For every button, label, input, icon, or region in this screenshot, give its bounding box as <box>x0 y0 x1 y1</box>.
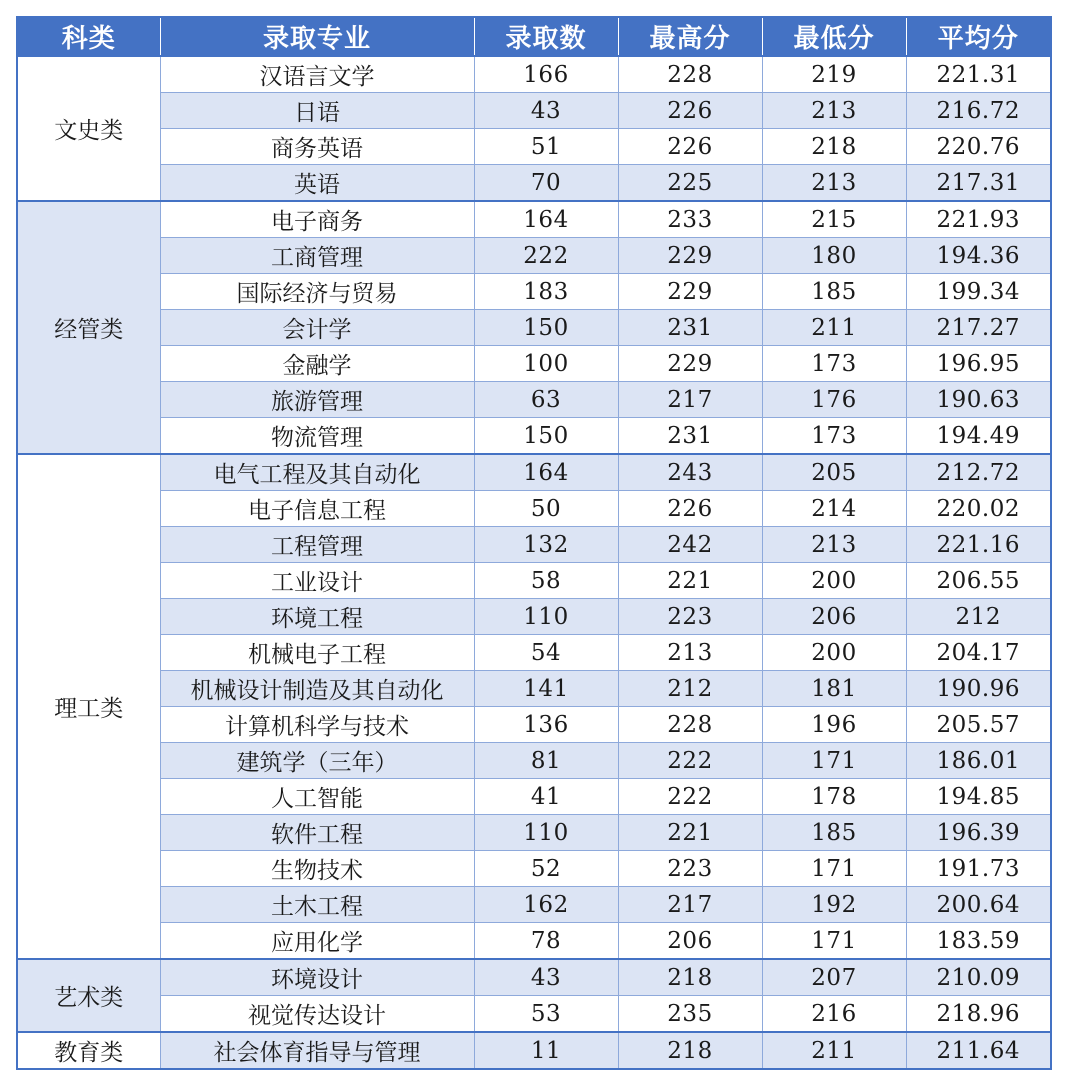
min-score-cell: 200 <box>762 563 906 599</box>
major-cell: 电气工程及其自动化 <box>160 454 474 491</box>
min-score-cell: 215 <box>762 201 906 238</box>
admitted-count-cell: 110 <box>474 815 618 851</box>
major-cell: 生物技术 <box>160 851 474 887</box>
admissions-table <box>16 16 1052 1070</box>
max-score-cell: 221 <box>618 815 762 851</box>
category-cell: 经管类 <box>17 201 160 454</box>
average-score-cell: 217.31 <box>906 165 1051 202</box>
table-row <box>17 56 1051 93</box>
max-score-cell: 228 <box>618 707 762 743</box>
admitted-count-cell: 53 <box>474 996 618 1033</box>
average-score-cell: 206.55 <box>906 563 1051 599</box>
min-score-cell: 196 <box>762 707 906 743</box>
average-score-cell: 186.01 <box>906 743 1051 779</box>
admitted-count-cell: 81 <box>474 743 618 779</box>
max-score-cell: 218 <box>618 959 762 996</box>
major-cell: 应用化学 <box>160 923 474 960</box>
average-score-cell: 221.16 <box>906 527 1051 563</box>
max-score-cell: 206 <box>618 923 762 960</box>
min-score-cell: 181 <box>762 671 906 707</box>
header-average-score: 平均分 <box>906 17 1051 56</box>
header-admitted-count: 录取数 <box>474 17 618 56</box>
admitted-count-cell: 141 <box>474 671 618 707</box>
min-score-cell: 192 <box>762 887 906 923</box>
min-score-cell: 219 <box>762 56 906 93</box>
table-row <box>17 129 1051 165</box>
major-cell: 日语 <box>160 93 474 129</box>
max-score-cell: 212 <box>618 671 762 707</box>
max-score-cell: 229 <box>618 346 762 382</box>
average-score-cell: 204.17 <box>906 635 1051 671</box>
average-score-cell: 205.57 <box>906 707 1051 743</box>
max-score-cell: 226 <box>618 129 762 165</box>
average-score-cell: 194.36 <box>906 238 1051 274</box>
average-score-cell: 221.31 <box>906 56 1051 93</box>
table-row <box>17 274 1051 310</box>
average-score-cell: 196.39 <box>906 815 1051 851</box>
major-cell: 物流管理 <box>160 418 474 455</box>
table-row <box>17 454 1051 491</box>
min-score-cell: 213 <box>762 165 906 202</box>
major-cell: 建筑学（三年） <box>160 743 474 779</box>
table-row <box>17 93 1051 129</box>
major-cell: 机械电子工程 <box>160 635 474 671</box>
admitted-count-cell: 162 <box>474 887 618 923</box>
admitted-count-cell: 41 <box>474 779 618 815</box>
average-score-cell: 220.76 <box>906 129 1051 165</box>
table-row <box>17 851 1051 887</box>
admitted-count-cell: 150 <box>474 418 618 455</box>
max-score-cell: 225 <box>618 165 762 202</box>
average-score-cell: 216.72 <box>906 93 1051 129</box>
admitted-count-cell: 58 <box>474 563 618 599</box>
table-row <box>17 599 1051 635</box>
average-score-cell: 217.27 <box>906 310 1051 346</box>
major-cell: 机械设计制造及其自动化 <box>160 671 474 707</box>
min-score-cell: 180 <box>762 238 906 274</box>
table-header <box>17 17 1051 56</box>
admitted-count-cell: 43 <box>474 93 618 129</box>
admitted-count-cell: 51 <box>474 129 618 165</box>
table-row <box>17 707 1051 743</box>
admitted-count-cell: 11 <box>474 1032 618 1069</box>
average-score-cell: 220.02 <box>906 491 1051 527</box>
max-score-cell: 213 <box>618 635 762 671</box>
major-cell: 电子商务 <box>160 201 474 238</box>
header-major: 录取专业 <box>160 17 474 56</box>
admitted-count-cell: 50 <box>474 491 618 527</box>
table-row <box>17 887 1051 923</box>
major-cell: 汉语言文学 <box>160 56 474 93</box>
min-score-cell: 211 <box>762 310 906 346</box>
max-score-cell: 229 <box>618 274 762 310</box>
header-max-score: 最高分 <box>618 17 762 56</box>
major-cell: 工程管理 <box>160 527 474 563</box>
max-score-cell: 226 <box>618 491 762 527</box>
min-score-cell: 171 <box>762 851 906 887</box>
admitted-count-cell: 54 <box>474 635 618 671</box>
admitted-count-cell: 70 <box>474 165 618 202</box>
major-cell: 商务英语 <box>160 129 474 165</box>
major-cell: 工业设计 <box>160 563 474 599</box>
table-row <box>17 201 1051 238</box>
max-score-cell: 231 <box>618 418 762 455</box>
major-cell: 工商管理 <box>160 238 474 274</box>
max-score-cell: 233 <box>618 201 762 238</box>
admitted-count-cell: 136 <box>474 707 618 743</box>
min-score-cell: 173 <box>762 346 906 382</box>
admitted-count-cell: 43 <box>474 959 618 996</box>
min-score-cell: 185 <box>762 815 906 851</box>
major-cell: 国际经济与贸易 <box>160 274 474 310</box>
major-cell: 视觉传达设计 <box>160 996 474 1033</box>
major-cell: 人工智能 <box>160 779 474 815</box>
max-score-cell: 231 <box>618 310 762 346</box>
min-score-cell: 171 <box>762 923 906 960</box>
table-row <box>17 923 1051 960</box>
table-row <box>17 527 1051 563</box>
header-row <box>17 17 1051 56</box>
min-score-cell: 176 <box>762 382 906 418</box>
table-row <box>17 671 1051 707</box>
max-score-cell: 226 <box>618 93 762 129</box>
max-score-cell: 223 <box>618 599 762 635</box>
admitted-count-cell: 52 <box>474 851 618 887</box>
admitted-count-cell: 132 <box>474 527 618 563</box>
average-score-cell: 191.73 <box>906 851 1051 887</box>
admitted-count-cell: 164 <box>474 201 618 238</box>
major-cell: 金融学 <box>160 346 474 382</box>
min-score-cell: 205 <box>762 454 906 491</box>
table-row <box>17 635 1051 671</box>
min-score-cell: 173 <box>762 418 906 455</box>
table-row <box>17 996 1051 1033</box>
major-cell: 环境工程 <box>160 599 474 635</box>
max-score-cell: 243 <box>618 454 762 491</box>
average-score-cell: 194.85 <box>906 779 1051 815</box>
admitted-count-cell: 166 <box>474 56 618 93</box>
table-row <box>17 563 1051 599</box>
max-score-cell: 242 <box>618 527 762 563</box>
admitted-count-cell: 183 <box>474 274 618 310</box>
major-cell: 会计学 <box>160 310 474 346</box>
max-score-cell: 235 <box>618 996 762 1033</box>
table-row <box>17 346 1051 382</box>
table-body <box>17 56 1051 1069</box>
admitted-count-cell: 164 <box>474 454 618 491</box>
average-score-cell: 210.09 <box>906 959 1051 996</box>
max-score-cell: 229 <box>618 238 762 274</box>
admitted-count-cell: 110 <box>474 599 618 635</box>
max-score-cell: 223 <box>618 851 762 887</box>
major-cell: 社会体育指导与管理 <box>160 1032 474 1069</box>
min-score-cell: 178 <box>762 779 906 815</box>
header-category: 科类 <box>17 17 160 56</box>
average-score-cell: 212 <box>906 599 1051 635</box>
max-score-cell: 222 <box>618 779 762 815</box>
average-score-cell: 211.64 <box>906 1032 1051 1069</box>
min-score-cell: 216 <box>762 996 906 1033</box>
table-row <box>17 959 1051 996</box>
major-cell: 旅游管理 <box>160 382 474 418</box>
admitted-count-cell: 78 <box>474 923 618 960</box>
header-min-score: 最低分 <box>762 17 906 56</box>
average-score-cell: 194.49 <box>906 418 1051 455</box>
table-row <box>17 491 1051 527</box>
min-score-cell: 206 <box>762 599 906 635</box>
min-score-cell: 171 <box>762 743 906 779</box>
major-cell: 计算机科学与技术 <box>160 707 474 743</box>
average-score-cell: 218.96 <box>906 996 1051 1033</box>
category-cell: 教育类 <box>17 1032 160 1069</box>
average-score-cell: 190.63 <box>906 382 1051 418</box>
average-score-cell: 196.95 <box>906 346 1051 382</box>
category-cell: 文史类 <box>17 56 160 201</box>
max-score-cell: 217 <box>618 382 762 418</box>
average-score-cell: 199.34 <box>906 274 1051 310</box>
min-score-cell: 218 <box>762 129 906 165</box>
major-cell: 软件工程 <box>160 815 474 851</box>
average-score-cell: 190.96 <box>906 671 1051 707</box>
table-row <box>17 1032 1051 1069</box>
min-score-cell: 213 <box>762 527 906 563</box>
admitted-count-cell: 222 <box>474 238 618 274</box>
min-score-cell: 214 <box>762 491 906 527</box>
table-row <box>17 165 1051 202</box>
admitted-count-cell: 100 <box>474 346 618 382</box>
min-score-cell: 211 <box>762 1032 906 1069</box>
max-score-cell: 222 <box>618 743 762 779</box>
category-cell: 理工类 <box>17 454 160 959</box>
major-cell: 土木工程 <box>160 887 474 923</box>
table-row <box>17 779 1051 815</box>
major-cell: 环境设计 <box>160 959 474 996</box>
min-score-cell: 213 <box>762 93 906 129</box>
min-score-cell: 200 <box>762 635 906 671</box>
table-row <box>17 815 1051 851</box>
major-cell: 英语 <box>160 165 474 202</box>
table-row <box>17 382 1051 418</box>
average-score-cell: 183.59 <box>906 923 1051 960</box>
admitted-count-cell: 63 <box>474 382 618 418</box>
table-row <box>17 238 1051 274</box>
max-score-cell: 221 <box>618 563 762 599</box>
table-row <box>17 418 1051 455</box>
major-cell: 电子信息工程 <box>160 491 474 527</box>
min-score-cell: 185 <box>762 274 906 310</box>
average-score-cell: 200.64 <box>906 887 1051 923</box>
table-row <box>17 743 1051 779</box>
average-score-cell: 221.93 <box>906 201 1051 238</box>
max-score-cell: 228 <box>618 56 762 93</box>
max-score-cell: 218 <box>618 1032 762 1069</box>
category-cell: 艺术类 <box>17 959 160 1032</box>
min-score-cell: 207 <box>762 959 906 996</box>
admitted-count-cell: 150 <box>474 310 618 346</box>
max-score-cell: 217 <box>618 887 762 923</box>
table-row <box>17 310 1051 346</box>
average-score-cell: 212.72 <box>906 454 1051 491</box>
